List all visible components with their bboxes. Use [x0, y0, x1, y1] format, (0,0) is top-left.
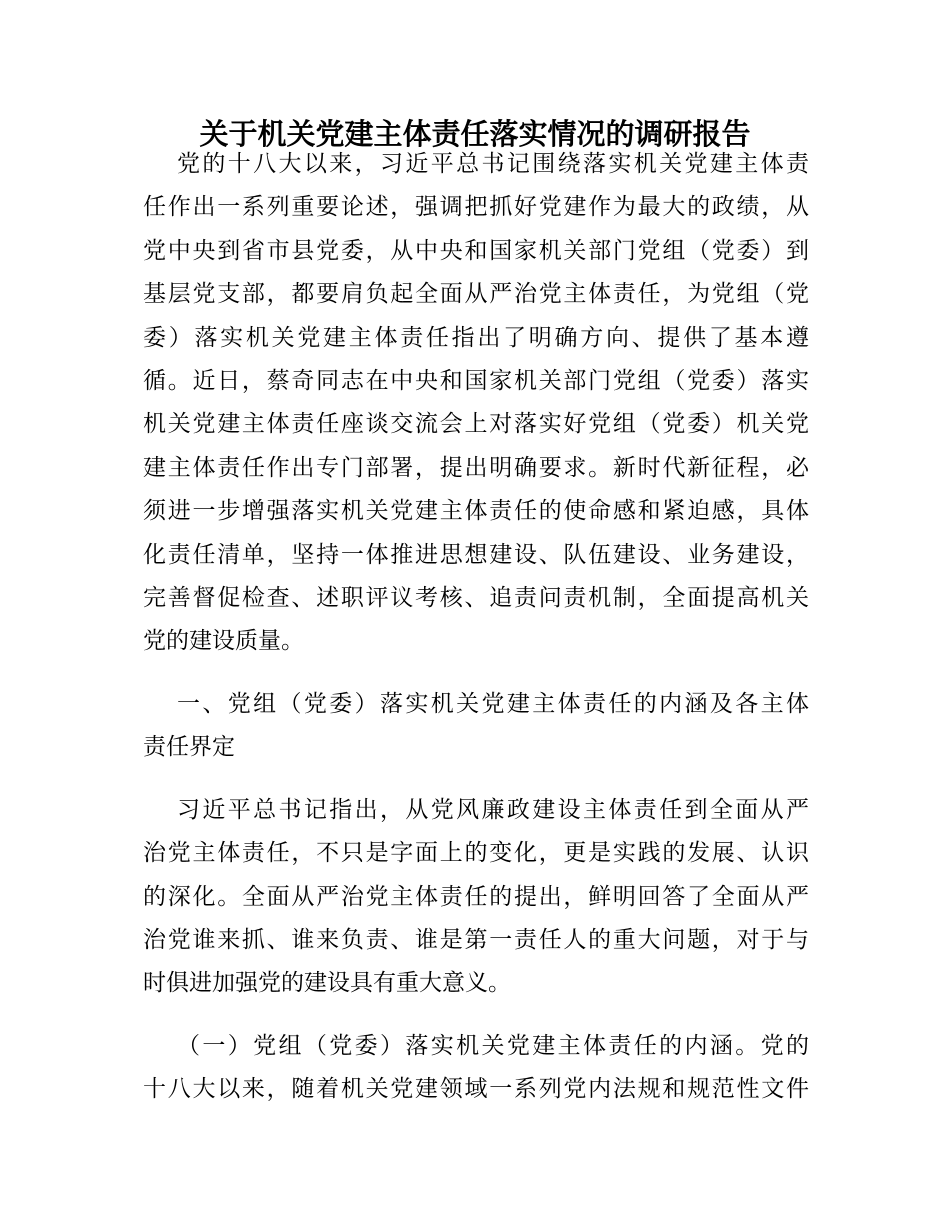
text-line: 基层党支部，都要肩负起全面从严治党主体责任，为党组（党	[143, 281, 809, 308]
text-line: 须进一步增强落实机关党建主体责任的使命感和紧迫感，具体	[143, 498, 809, 525]
text-line: 时俱进加强党的建设具有重大意义。	[143, 970, 511, 997]
paragraph-subsection-1	[143, 1025, 809, 1112]
paragraph-intro	[143, 143, 809, 664]
text-line: 任作出一系列重要论述，强调把抓好党建作为最大的政绩，从	[143, 194, 809, 221]
text-line: 的深化。全面从严治党主体责任的提出，鲜明回答了全面从严	[143, 883, 809, 910]
text-line: 十八大以来，随着机关党建领域一系列党内法规和规范性文件	[143, 1076, 809, 1103]
document-body	[143, 143, 809, 1131]
section-heading-1	[143, 683, 809, 770]
text-line: 委）落实机关党建主体责任指出了明确方向、提供了基本遵	[143, 324, 809, 351]
text-line: （一）党组（党委）落实机关党建主体责任的内涵。党的	[177, 1032, 809, 1059]
paragraph-section-1	[143, 789, 809, 1006]
text-line: 机关党建主体责任座谈交流会上对落实好党组（党委）机关党	[143, 411, 809, 438]
text-line: 一、党组（党委）落实机关党建主体责任的内涵及各主体	[177, 690, 809, 717]
text-line: 习近平总书记指出，从党风廉政建设主体责任到全面从严	[177, 796, 809, 823]
document-title: 关于机关党建主体责任落实情况的调研报告	[199, 117, 751, 151]
text-line: 党的十八大以来，习近平总书记围绕落实机关党建主体责	[177, 151, 809, 177]
text-line: 党中央到省市县党委，从中央和国家机关部门党组（党委）到	[143, 237, 809, 264]
text-line: 党的建设质量。	[143, 628, 304, 655]
text-line: 完善督促检查、述职评议考核、追责问责机制，全面提高机关	[143, 585, 809, 612]
text-line: 建主体责任作出专门部署，提出明确要求。新时代新征程，必	[143, 454, 809, 481]
text-line: 治党主体责任，不只是字面上的变化，更是实践的发展、认识	[143, 840, 809, 867]
text-line: 责任界定	[143, 734, 235, 761]
text-line: 循。近日，蔡奇同志在中央和国家机关部门党组（党委）落实	[143, 368, 809, 395]
text-line: 治党谁来抓、谁来负责、谁是第一责任人的重大问题，对于与	[143, 926, 809, 953]
text-line: 化责任清单，坚持一体推进思想建设、队伍建设、业务建设，	[143, 541, 809, 568]
